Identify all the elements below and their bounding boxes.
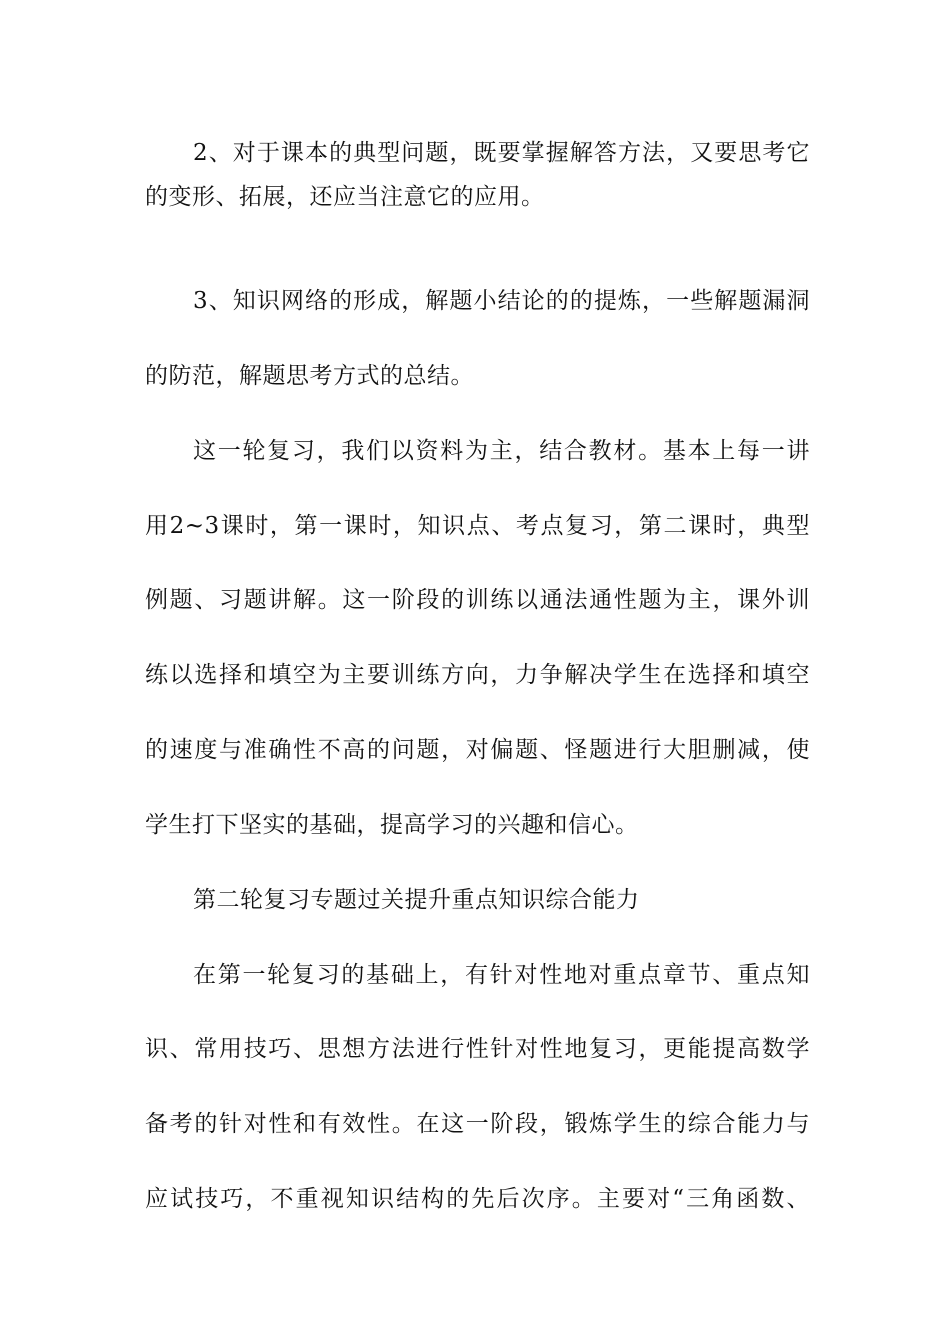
paragraph-line: 2、对于课本的典型问题，既要掌握解答方法，又要思考它 [193, 140, 810, 166]
paragraph-line: 识、常用技巧、思想方法进行性针对性地复习，更能提高数学 [145, 1036, 810, 1062]
paragraph-line: 3、知识网络的形成，解题小结论的的提炼，一些解题漏洞 [193, 288, 810, 314]
paragraph-line: 学生打下坚实的基础，提高学习的兴趣和信心。 [145, 812, 639, 838]
paragraph-line: 的速度与准确性不高的问题，对偏题、怪题进行大胆删减，使 [145, 737, 810, 763]
paragraph-line: 在第一轮复习的基础上，有针对性地对重点章节、重点知 [193, 962, 810, 988]
paragraph-line: 例题、习题讲解。这一阶段的训练以通法通性题为主，课外训 [145, 587, 810, 613]
paragraph-line: 用2~3课时，第一课时，知识点、考点复习，第二课时，典型 [145, 513, 810, 539]
paragraph-line: 应试技巧，不重视知识结构的先后次序。主要对“三角函数、 [145, 1186, 810, 1212]
paragraph-line: 的变形、拓展，还应当注意它的应用。 [145, 184, 545, 210]
section-heading: 第二轮复习专题过关提升重点知识综合能力 [193, 887, 640, 913]
paragraph-line: 这一轮复习，我们以资料为主，结合教材。基本上每一讲 [193, 438, 810, 464]
paragraph-line: 的防范，解题思考方式的总结。 [145, 363, 474, 389]
paragraph-line: 练以选择和填空为主要训练方向，力争解决学生在选择和填空 [145, 662, 810, 688]
paragraph-line: 备考的针对性和有效性。在这一阶段，锻炼学生的综合能力与 [145, 1111, 810, 1137]
